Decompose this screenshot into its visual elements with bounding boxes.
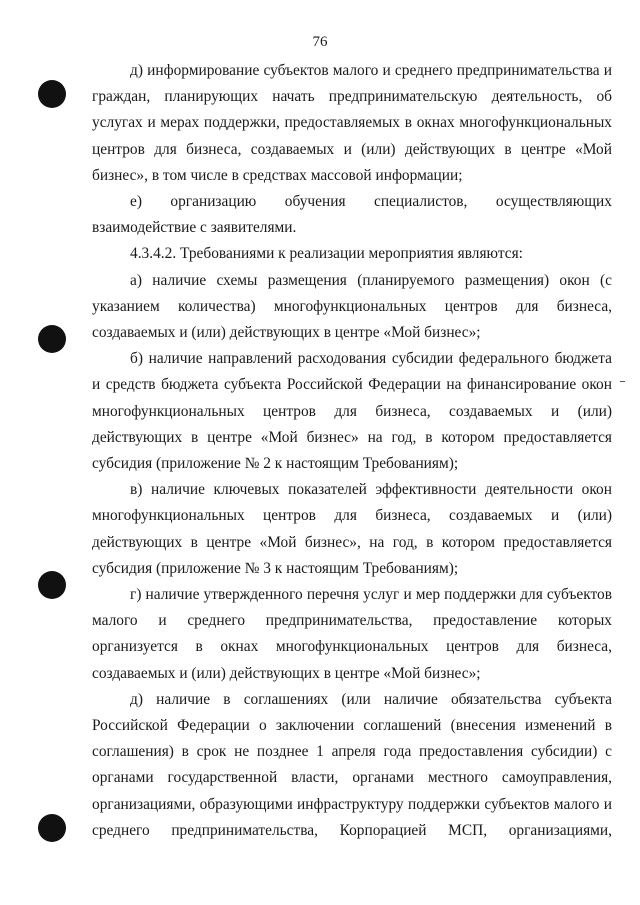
document-body: [92, 58, 612, 844]
binder-hole: [38, 80, 66, 108]
binder-hole: [38, 325, 66, 353]
binder-hole: [38, 814, 66, 842]
binder-hole: [38, 571, 66, 599]
paragraph-item-e-training: е) организацию обучения специалистов, осуществляющих взаимодействие с заявителями.: [92, 193, 612, 237]
paragraph-item-b-spending-directions: б) наличие направлений расходования субсидии федерального бюджета и средств бюджета субъекта Российской Федерации на финансирование окон многофункциональных центров для бизнеса, создаваемых и (или) действующих в центре «Мой бизнес» на год, в котором предоставляется субсидия (приложение № 2 к настоящим Требованиям);: [92, 350, 612, 473]
paragraph-item-d-agreements: д) наличие в соглашениях (или наличие обязательства субъекта Российской Федерации о заключении соглашений (внесения изменений в соглашения) в срок не позднее 1 апреля года предоставления субсидии) с органами государственной власти, органами местного самоуправления, организациями, образующими инфраструктуру поддержки субъектов малого и среднего предпринимательства, Корпорацией МСП, организациями,: [92, 690, 612, 839]
page-number: 76: [312, 34, 328, 50]
section-heading-4-3-4-2: 4.3.4.2. Требованиями к реализации мероприятия являются:: [130, 245, 523, 263]
paragraph-item-d-informing: д) информирование субъектов малого и среднего предпринимательства и граждан, планирующих начать предпринимательскую деятельность, об услугах и мерах поддержки, предоставляемых в окнах многофункциональных центров для бизнеса, создаваемых и (или) действующих в центре «Мой бизнес», в том числе в средствах массовой информации;: [92, 62, 612, 184]
paragraph-item-a-placement-scheme: а) наличие схемы размещения (планируемого размещения) окон (с указанием количества) многофункциональных центров для бизнеса, создаваемых и (или) действующих в центре «Мой бизнес»;: [92, 271, 612, 342]
paragraph-item-g-services-list: г) наличие утвержденного перечня услуг и мер поддержки для субъектов малого и среднего предпринимательства, предоставление которых организуется в окнах многофункциональных центров для бизнеса, создаваемых и (или) действующих в центре «Мой бизнес»;: [92, 586, 612, 682]
scan-mark: [620, 381, 625, 382]
paragraph-item-v-key-indicators: в) наличие ключевых показателей эффективности деятельности окон многофункциональных центров для бизнеса, создаваемых и (или) действующих в центре «Мой бизнес», на год, в котором предоставляется субсидия (приложение № 3 к настоящим Требованиям);: [92, 481, 612, 577]
